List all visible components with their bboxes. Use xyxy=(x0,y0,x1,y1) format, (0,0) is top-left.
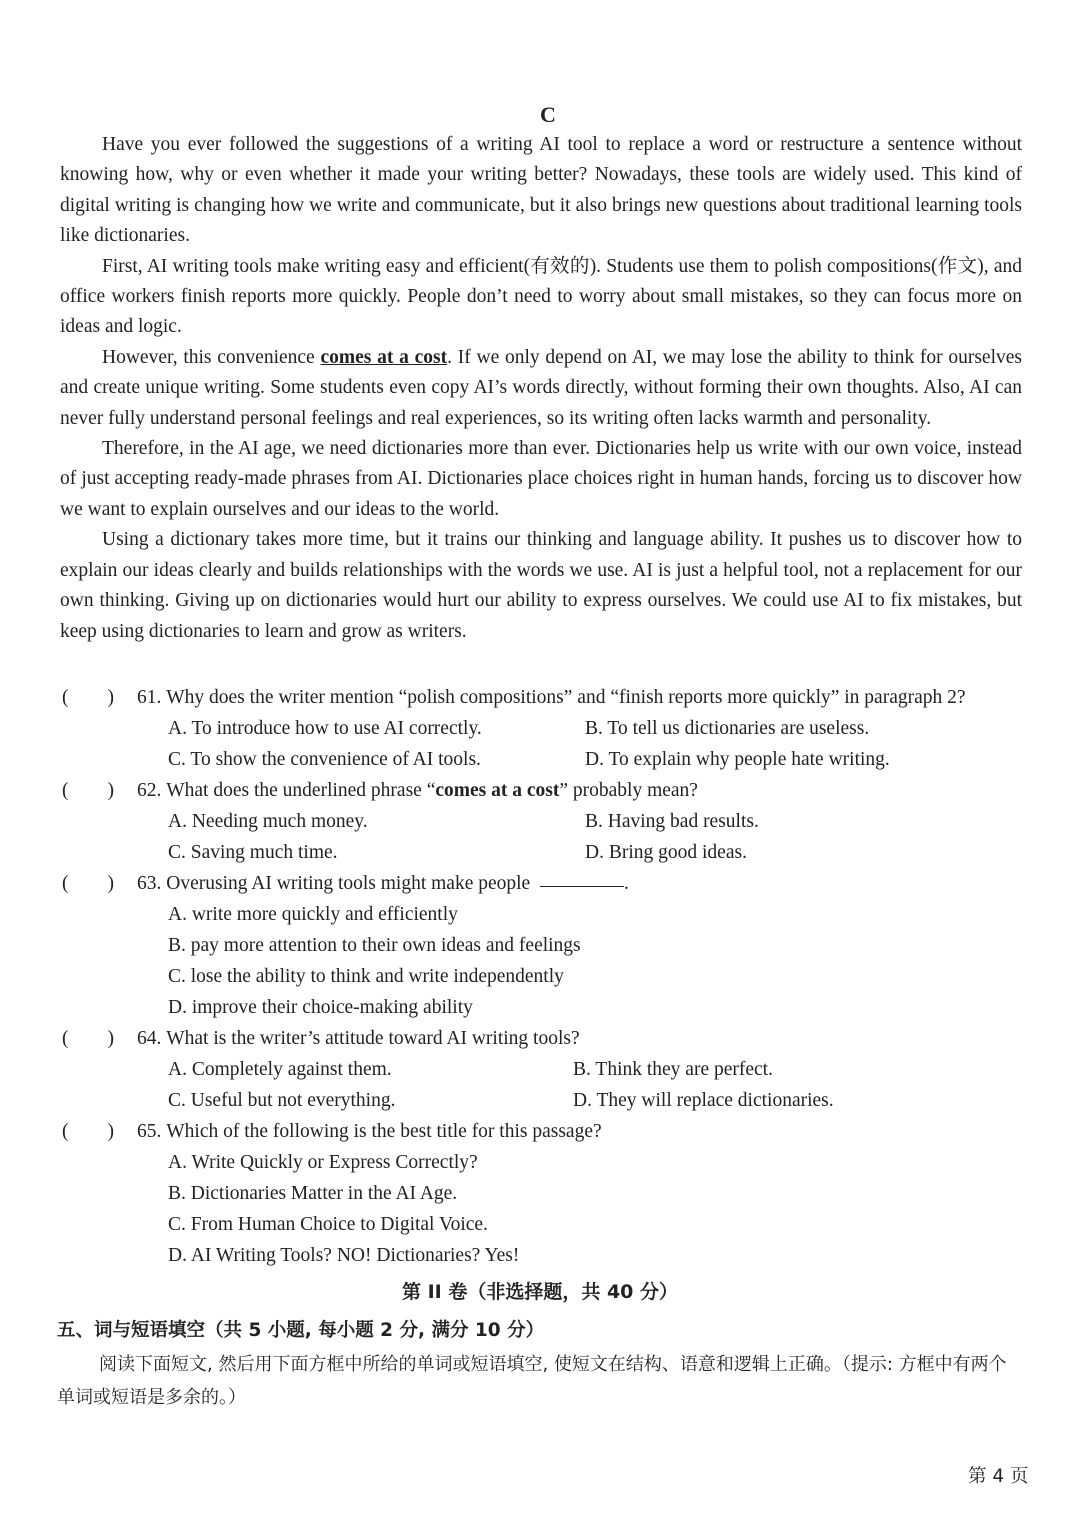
question-number: 65. xyxy=(137,1121,162,1142)
option-d: D. improve their choice-making ability xyxy=(168,997,473,1018)
option-b: B. Having bad results. xyxy=(585,811,759,832)
option-d: D. AI Writing Tools? NO! Dictionaries? Yes! xyxy=(168,1245,520,1266)
option-c: C. Saving much time. xyxy=(168,842,338,863)
answer-bracket[interactable]: ( ) xyxy=(62,780,114,801)
option-d: D. They will replace dictionaries. xyxy=(573,1090,834,1111)
paragraph-3 xyxy=(60,343,1022,434)
question-text: Overusing AI writing tools might make people xyxy=(166,873,531,894)
option-d: D. To explain why people hate writing. xyxy=(585,749,890,770)
question-stem xyxy=(62,868,1037,899)
question-list xyxy=(62,682,1037,1271)
option-b: B. To tell us dictionaries are useless. xyxy=(585,718,870,739)
paragraph-4: Therefore, in the AI age, we need dictionaries more than ever. Dictionaries help us write with our own voice, instead of just accepting ready-made phrases from AI. Dictionaries place choices right in human hands, forcing us to discover how we want to explain ourselves and our ideas to the world. xyxy=(60,438,1022,520)
option-b: B. Dictionaries Matter in the AI Age. xyxy=(168,1183,458,1204)
question-text: Why does the writer mention “polish compositions” and “finish reports more quickly” in paragraph 2? xyxy=(166,687,966,708)
option-a: A. write more quickly and efficiently xyxy=(168,904,458,925)
answer-bracket[interactable]: ( ) xyxy=(62,687,114,708)
fill-blank[interactable] xyxy=(540,868,624,887)
option-b: B. Think they are perfect. xyxy=(573,1059,773,1080)
option-d: D. Bring good ideas. xyxy=(585,842,747,863)
options xyxy=(168,1054,1037,1116)
option-c: C. To show the convenience of AI tools. xyxy=(168,749,481,770)
question-bold-phrase: comes at a cost xyxy=(435,780,560,801)
page-number: 第 4 页 xyxy=(968,1466,1029,1487)
paragraph-5: Using a dictionary takes more time, but it trains our thinking and language ability. It pushes us to discover how to explain our ideas clearly and builds relationships with the words we use. AI is just a helpful tool, not a replacement for our own thinking. Giving up on dictionaries would hurt our ability to express ourselves. We could use AI to fix mistakes, but keep using dictionaries to learn and grow as writers. xyxy=(60,529,1022,642)
options xyxy=(168,1147,1037,1271)
option-b: B. pay more attention to their own ideas and feelings xyxy=(168,935,581,956)
question-stem xyxy=(62,775,1037,806)
question-stem xyxy=(62,1023,1037,1054)
options xyxy=(168,713,1037,775)
paragraph-2: First, AI writing tools make writing easy and efficient(有效的). Students use them to polish compositions(作文), and office workers finish reports more quickly. People don’t need to worry about small mistakes, so they can focus more on ideas and logic. xyxy=(60,255,1022,338)
question-stem xyxy=(62,1116,1037,1147)
option-a: A. Needing much money. xyxy=(168,811,368,832)
paragraph-3-rest: . If we only depend on AI, we may lose the ability to think for ourselves and create unique writing. Some students even copy AI’s words directly, without forming their own thoughts. Also, AI can never fully understand personal feelings and real experiences, so its writing often lacks warmth and personality. xyxy=(60,346,1022,429)
question-text: What is the writer’s attitude toward AI writing tools? xyxy=(166,1028,580,1049)
answer-bracket[interactable]: ( ) xyxy=(62,1121,114,1142)
option-c: C. Useful but not everything. xyxy=(168,1090,396,1111)
question-64 xyxy=(62,1023,1037,1116)
paragraph-3-start: However, this convenience xyxy=(102,346,321,368)
question-stem xyxy=(62,682,1037,713)
question-62 xyxy=(62,775,1037,868)
options xyxy=(168,899,1037,1023)
question-text: Which of the following is the best title for this passage? xyxy=(166,1121,602,1142)
part-5-title: 五、词与短语填空（共 5 小题, 每小题 2 分, 满分 10 分） xyxy=(57,1320,545,1341)
question-61 xyxy=(62,682,1037,775)
answer-bracket[interactable]: ( ) xyxy=(62,873,114,894)
question-number: 64. xyxy=(137,1028,162,1049)
options xyxy=(168,806,1037,868)
option-a: A. Write Quickly or Express Correctly? xyxy=(168,1152,478,1173)
question-number: 63. xyxy=(137,873,162,894)
reading-passage xyxy=(60,130,1022,647)
question-text-end: ” probably mean? xyxy=(559,780,698,801)
option-c: C. From Human Choice to Digital Voice. xyxy=(168,1214,488,1235)
section-2-title: 第 II 卷（非选择题，共 40 分） xyxy=(401,1281,679,1303)
question-number: 61. xyxy=(137,687,162,708)
part-5-instructions: 阅读下面短文, 然后用下面方框中所给的单词或短语填空, 使短文在结构、语意和逻辑上正确。（提示: 方框中有两个单词或短语是多余的。） xyxy=(57,1354,1007,1408)
question-number: 62. xyxy=(137,780,162,801)
option-c: C. lose the ability to think and write independently xyxy=(168,966,564,987)
option-a: A. Completely against them. xyxy=(168,1059,392,1080)
paragraph-1: Have you ever followed the suggestions of a writing AI tool to replace a word or restructure a sentence without knowing how, why or even whether it made your writing better? Nowadays, these tools are widely used. This kind of digital writing is changing how we write and communicate, but it also brings new questions about traditional learning tools like dictionaries. xyxy=(60,134,1022,247)
underlined-phrase: comes at a cost xyxy=(320,346,448,368)
question-65 xyxy=(62,1116,1037,1271)
option-a: A. To introduce how to use AI correctly. xyxy=(168,718,482,739)
question-text-start: What does the underlined phrase “ xyxy=(166,780,436,801)
section-letter: C xyxy=(540,102,556,127)
answer-bracket[interactable]: ( ) xyxy=(62,1028,114,1049)
question-text-end: . xyxy=(623,873,629,894)
question-63 xyxy=(62,868,1037,1023)
